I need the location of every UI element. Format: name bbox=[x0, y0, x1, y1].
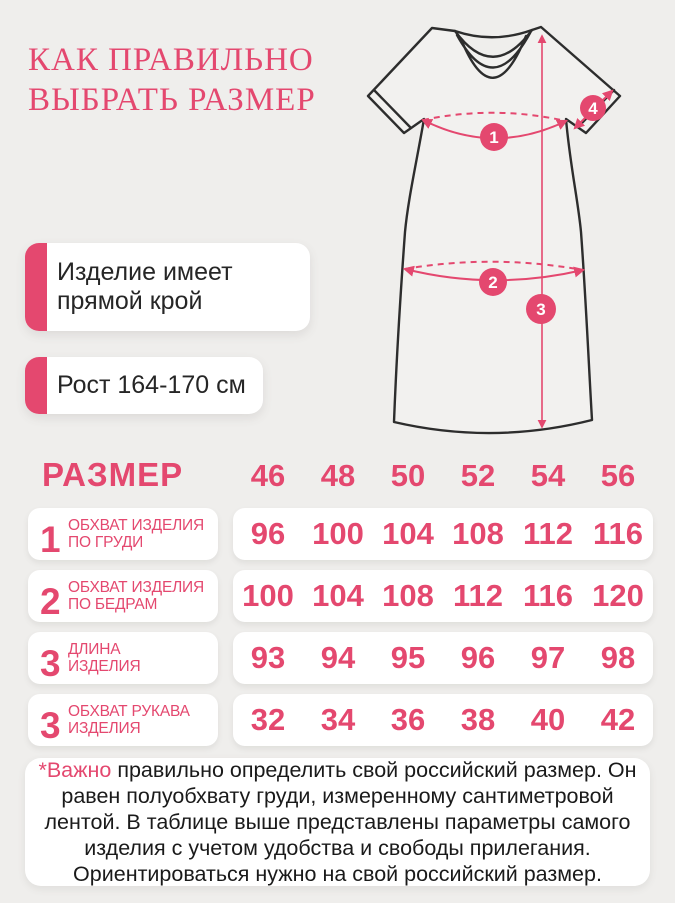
row-label-text bbox=[68, 703, 190, 737]
table-row-label-chest bbox=[28, 508, 218, 560]
table-cell: 32 bbox=[250, 702, 286, 737]
table-row-values-length bbox=[233, 632, 653, 684]
row-label-line1: ДЛИНА bbox=[68, 641, 121, 658]
row-label-line2: ПО БЕДРАМ bbox=[68, 596, 158, 613]
table-cell: 100 bbox=[242, 578, 294, 613]
table-cell: 108 bbox=[382, 578, 434, 613]
table-row-label-length bbox=[28, 632, 218, 684]
table-cell: 34 bbox=[320, 702, 356, 737]
table-row-values-chest bbox=[233, 508, 653, 560]
marker-3-number: 3 bbox=[536, 300, 546, 319]
row-label-line2: ПО ГРУДИ bbox=[68, 534, 144, 551]
marker-2-number: 2 bbox=[488, 273, 498, 292]
table-cell: 94 bbox=[320, 640, 356, 675]
row-label-line1: ОБХВАТ РУКАВА bbox=[68, 703, 190, 720]
footnote-card bbox=[25, 758, 650, 886]
table-row-values-sleeve bbox=[233, 694, 653, 746]
table-row-values-hips bbox=[233, 570, 653, 622]
row-label-text bbox=[68, 641, 140, 675]
size-column-header: 46 bbox=[250, 458, 286, 493]
info-card-cut-line1: Изделие имеет bbox=[57, 258, 233, 286]
row-label-line1: ОБХВАТ ИЗДЕЛИЯ bbox=[68, 579, 204, 596]
page-title-line1: КАК ПРАВИЛЬНО bbox=[28, 42, 314, 78]
info-card-height-accent-bar bbox=[25, 357, 47, 414]
footnote-highlight: *Важно bbox=[38, 758, 112, 782]
info-card-cut-accent-bar bbox=[25, 243, 47, 331]
table-cell: 96 bbox=[460, 640, 496, 675]
row-label-text bbox=[68, 579, 204, 613]
table-cell: 98 bbox=[600, 640, 636, 675]
info-card-cut-line2: прямой крой bbox=[57, 287, 203, 315]
table-cell: 116 bbox=[522, 578, 573, 613]
table-cell: 100 bbox=[312, 516, 364, 551]
table-cell: 97 bbox=[530, 640, 566, 675]
size-column-header: 50 bbox=[390, 458, 426, 493]
row-number: 1 bbox=[40, 519, 61, 560]
marker-1-number: 1 bbox=[489, 128, 499, 147]
table-cell: 116 bbox=[592, 516, 643, 551]
table-cell: 95 bbox=[390, 640, 426, 675]
size-column-header: 48 bbox=[320, 458, 356, 493]
row-label-line2: ИЗДЕЛИЯ bbox=[68, 658, 141, 675]
size-column-header: 54 bbox=[530, 458, 566, 493]
table-cell: 36 bbox=[390, 702, 426, 737]
size-table-sizes-row bbox=[233, 458, 653, 494]
table-cell: 104 bbox=[382, 516, 434, 551]
row-label-text bbox=[68, 517, 204, 551]
info-card-cut bbox=[25, 243, 310, 331]
row-number: 2 bbox=[40, 581, 61, 622]
row-label-line2: ИЗДЕЛИЯ bbox=[68, 720, 141, 737]
table-cell: 108 bbox=[452, 516, 504, 551]
table-row-label-hips bbox=[28, 570, 218, 622]
size-column-header: 52 bbox=[460, 458, 496, 493]
page-title bbox=[28, 40, 316, 120]
info-card-height-value: Рост 164-170 см bbox=[57, 371, 246, 399]
info-card-cut-text bbox=[57, 243, 304, 331]
size-table-header: РАЗМЕР bbox=[42, 456, 184, 493]
table-row-label-sleeve bbox=[28, 694, 218, 746]
table-cell: 42 bbox=[600, 702, 636, 737]
dress-measurement-diagram bbox=[350, 15, 675, 445]
table-cell: 40 bbox=[530, 702, 566, 737]
info-card-height-text bbox=[57, 357, 257, 414]
table-cell: 38 bbox=[460, 702, 496, 737]
table-cell: 112 bbox=[522, 516, 573, 551]
marker-4-number: 4 bbox=[588, 99, 598, 118]
table-cell: 93 bbox=[250, 640, 286, 675]
footnote-text bbox=[37, 757, 638, 887]
page-title-line2: ВЫБРАТЬ РАЗМЕР bbox=[28, 82, 316, 118]
table-cell: 96 bbox=[250, 516, 286, 551]
dress-outline bbox=[368, 27, 620, 433]
info-card-height bbox=[25, 357, 263, 414]
footnote-body: правильно определить свой российский размер. Он равен полуобхвату груди, измеренному сантиметровой лентой. В таблице выше представлены параметры самого изделия с учетом удобства и свободы прилегания. Ориентироваться нужно на свой российский размер. bbox=[44, 758, 637, 886]
table-cell: 104 bbox=[312, 578, 364, 613]
table-cell: 120 bbox=[592, 578, 644, 613]
row-label-line1: ОБХВАТ ИЗДЕЛИЯ bbox=[68, 517, 204, 534]
row-number: 3 bbox=[40, 705, 61, 746]
row-number: 3 bbox=[40, 643, 61, 684]
table-cell: 112 bbox=[452, 578, 503, 613]
size-column-header: 56 bbox=[600, 458, 636, 493]
